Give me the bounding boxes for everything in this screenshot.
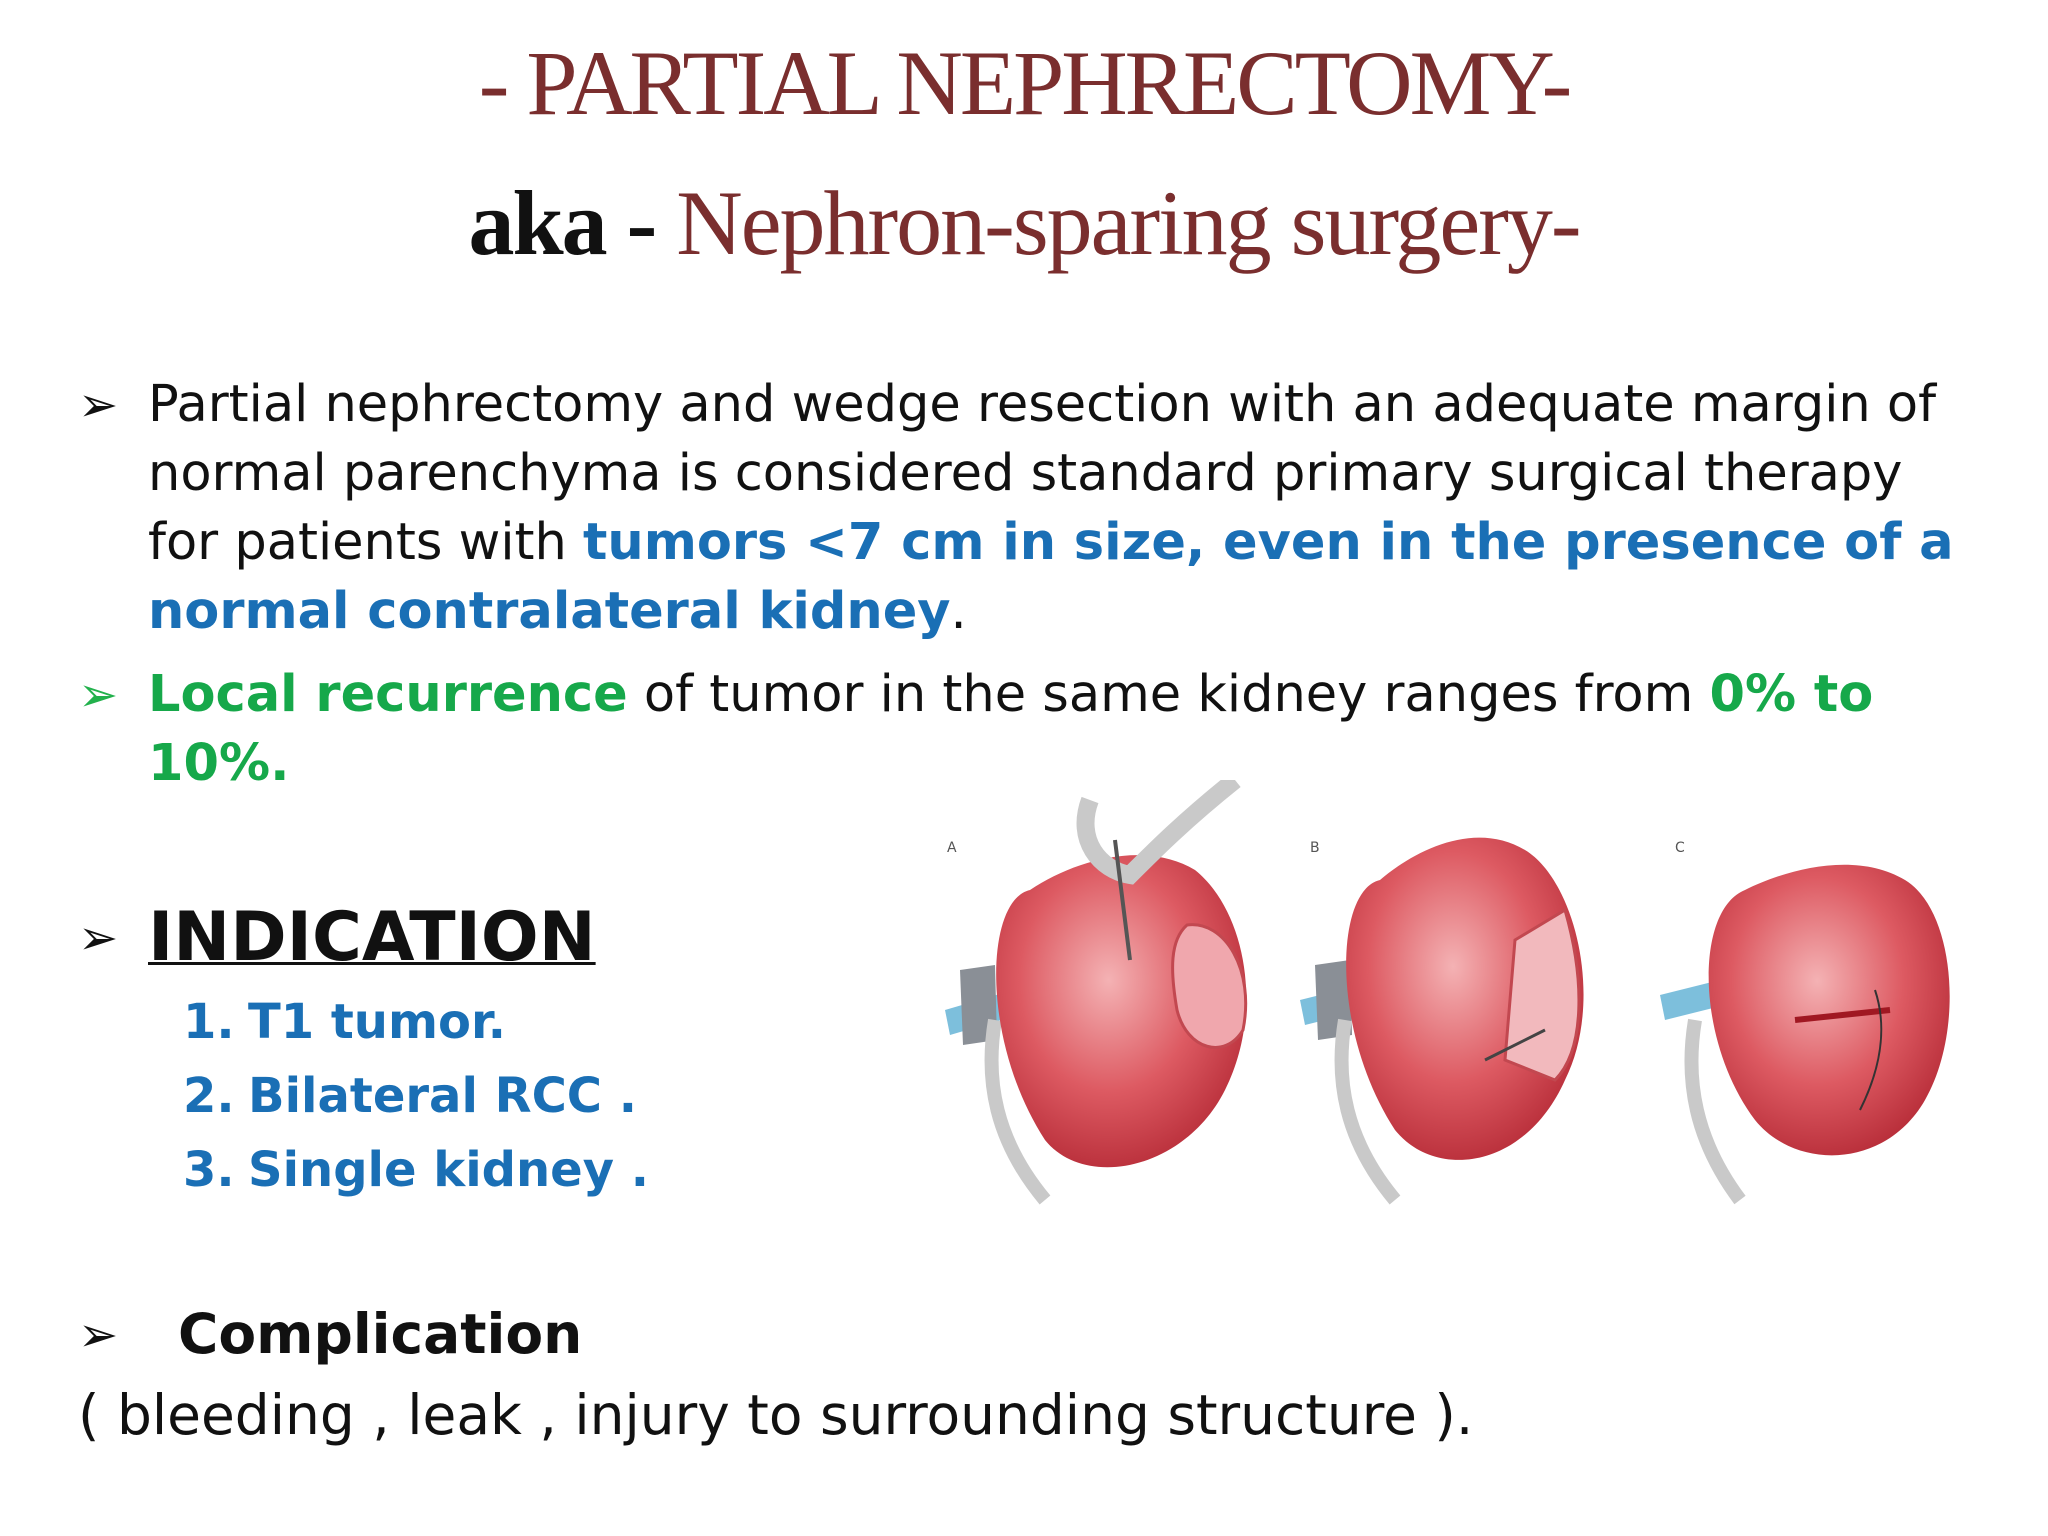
indication-heading: INDICATION	[148, 898, 596, 977]
kidney-panel-a	[945, 780, 1246, 1200]
kidney-panel-c	[1660, 840, 1950, 1200]
bullet-mid-text: of tumor in the same kidney ranges from	[627, 665, 1710, 724]
panel-label-b: B	[1310, 840, 1320, 856]
arrowhead-bullet-icon: ➢	[78, 667, 119, 723]
bullet-local-recurrence	[78, 660, 1958, 798]
slide-subtitle	[0, 168, 2048, 278]
arrowhead-bullet-icon: ➢	[78, 1307, 119, 1363]
kidney-panel-b	[1300, 838, 1584, 1200]
list-item-text: Bilateral RCC .	[248, 1068, 637, 1124]
recurrence-range-highlight: 0% to 10%.	[148, 665, 1874, 793]
indication-section	[78, 893, 596, 983]
complication-section	[78, 1300, 582, 1370]
list-item-number: 1.	[183, 994, 235, 1050]
bullet-plain-text: Partial nephrectomy and wedge resection with an adequate margin of normal parenchyma is considered standard primary surgical therapy for patients with	[148, 375, 1937, 572]
subtitle-text: Nephron-sparing surgery-	[676, 172, 1580, 274]
bullet-text	[148, 660, 1958, 798]
kidney-surgery-illustration	[925, 780, 1975, 1210]
arrowhead-bullet-icon: ➢	[78, 377, 119, 433]
list-item	[183, 985, 649, 1059]
panel-label-c: C	[1675, 840, 1685, 856]
list-item-text: Single kidney .	[248, 1142, 649, 1198]
bullet-end-text: .	[950, 582, 967, 641]
list-item-number: 3.	[183, 1142, 235, 1198]
list-item-text: T1 tumor.	[248, 994, 507, 1050]
indication-list	[183, 985, 649, 1207]
complication-text: ( bleeding , leak , injury to surrounding structure ).	[78, 1383, 1474, 1447]
aka-label: aka -	[468, 172, 656, 274]
arrowhead-bullet-icon: ➢	[78, 910, 119, 966]
slide-title: - PARTIAL NEPHRECTOMY-	[478, 32, 1570, 134]
bullet-highlight-text: tumors <7 cm in size, even in the presence of a normal contralateral kidney	[148, 513, 1954, 641]
list-item	[183, 1059, 649, 1133]
list-item-number: 2.	[183, 1068, 235, 1124]
panel-label-a: A	[947, 840, 957, 856]
complication-heading: Complication	[178, 1302, 583, 1366]
bullet-text	[148, 370, 1958, 646]
list-item	[183, 1133, 649, 1207]
local-recurrence-highlight: Local recurrence	[148, 665, 628, 724]
bullet-partial-nephrectomy	[78, 370, 1958, 646]
